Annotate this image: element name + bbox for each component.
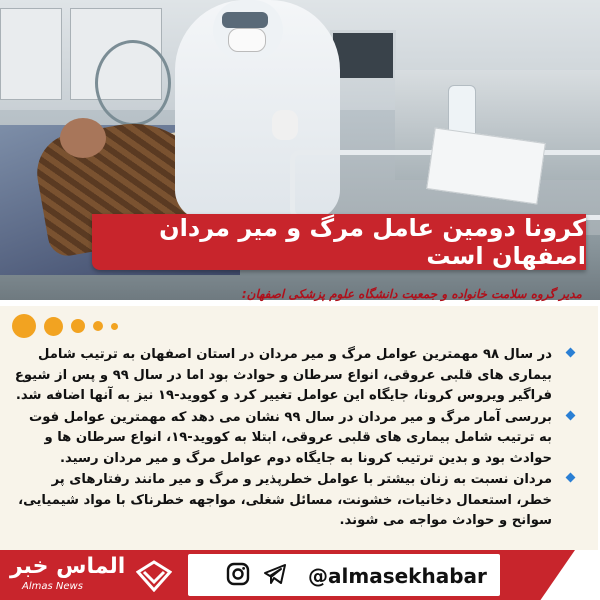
photo-worker-mask bbox=[228, 28, 266, 52]
paragraph bbox=[12, 345, 574, 407]
paragraph-text: مردان نسبت به زنان بیشتر با عوامل خطرپذیر و مرگ و میر مانند رفتارهای پر خطر، استعمال دخانیات، خشونت، مسائل شغلی، مواجهه خطرناک با مواد شیمیایی، سوانح و حوادث مواجه می شوند. bbox=[18, 472, 552, 528]
bullet-diamond-icon bbox=[566, 348, 576, 358]
subtitle: مدیر گروه سلامت خانواده و جمعیت دانشگاه علوم پزشکی اصفهان: bbox=[241, 287, 582, 301]
paragraph bbox=[12, 408, 574, 470]
paragraph bbox=[12, 470, 574, 532]
dot-icon bbox=[12, 314, 36, 338]
headline-banner bbox=[92, 214, 586, 270]
photo-worker-goggles bbox=[222, 12, 268, 28]
almas-logo-icon[interactable] bbox=[136, 558, 172, 592]
photo-worker-glove bbox=[272, 110, 298, 140]
decorative-dots bbox=[12, 314, 118, 338]
dot-icon bbox=[44, 317, 63, 336]
photo-patient-head bbox=[60, 118, 106, 158]
paragraph-text: در سال ۹۸ مهمترین عوامل مرگ و میر مردان در استان اصفهان به ترتیب شامل بیماری های قلبی عروقی، انواع سرطان و حوادث بود اما در سال ۹۹ و پس از شیوع فراگیر ویروس کرونا، جایگاه این عوامل تغییر کرد و کووید-۱۹ نیز به آنها اضافه شد. bbox=[14, 347, 552, 403]
paragraph-text: بررسی آمار مرگ و میر مردان در سال ۹۹ نشان می دهد که مهمترین عوامل فوت به ترتیب شامل بیماری های قلبی عروقی، ابتلا به کووید-۱۹، انواع سرطان ها و حوادث بود و بدین ترتیب کرونا به جایگاه دوم عوامل مرگ و میر مردان رسید. bbox=[28, 409, 552, 466]
bullet-diamond-icon bbox=[566, 473, 576, 483]
dot-icon bbox=[71, 319, 85, 333]
instagram-icon[interactable] bbox=[226, 562, 250, 586]
footer bbox=[0, 550, 600, 600]
dot-icon bbox=[111, 323, 118, 330]
photo-hose bbox=[95, 40, 171, 126]
photo-wall-panel bbox=[0, 8, 62, 100]
social-handle[interactable]: @almasekhabar bbox=[308, 564, 487, 588]
dot-icon bbox=[93, 321, 103, 331]
bullet-diamond-icon bbox=[566, 410, 576, 420]
telegram-icon[interactable] bbox=[262, 561, 288, 587]
article-body bbox=[12, 345, 574, 533]
brand-name-fa: الماس خبر bbox=[10, 554, 126, 579]
brand-name-en: Almas News bbox=[22, 581, 83, 592]
headline-text: کرونا دومین عامل مرگ و میر مردان اصفهان است bbox=[159, 214, 586, 270]
